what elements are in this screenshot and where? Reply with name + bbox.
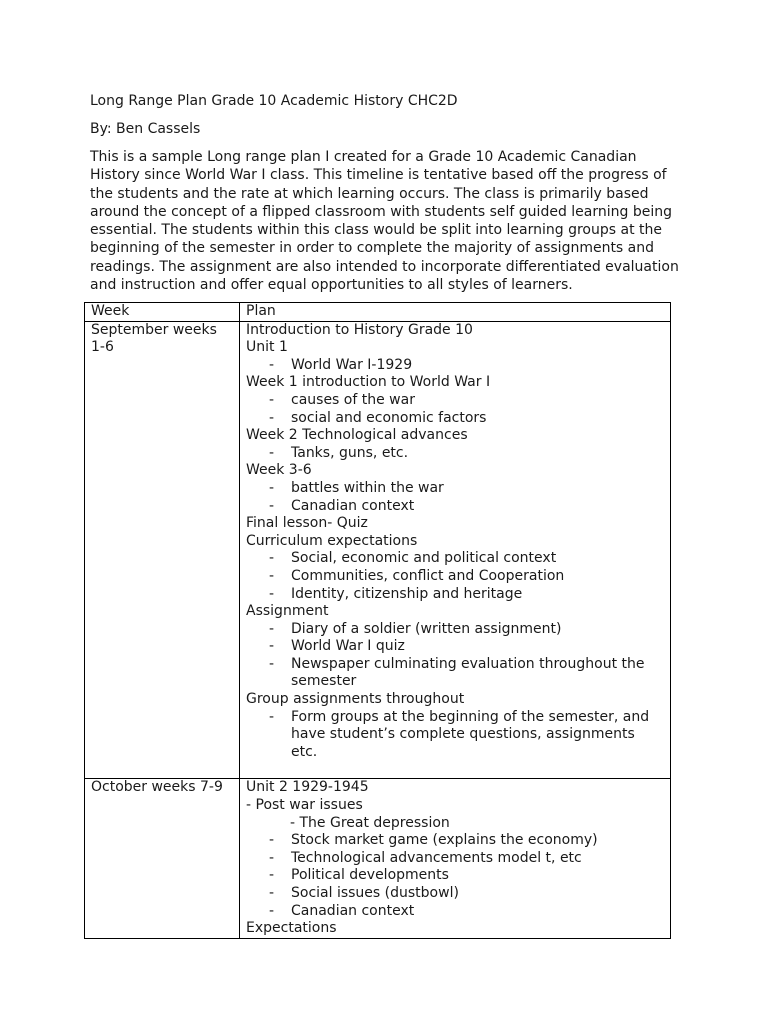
list-item: - Social, economic and political context	[246, 550, 664, 568]
header-week: Week	[85, 303, 240, 322]
bullet-dash: -	[269, 497, 275, 514]
bullet-dash: -	[269, 444, 275, 461]
plan-line: Week 3-6	[246, 462, 312, 479]
bullet-dash: -	[269, 655, 275, 672]
table-row	[85, 779, 671, 938]
list-item: - Tanks, guns, etc.	[246, 445, 664, 463]
list-item: - Political developments	[246, 867, 664, 885]
plan-line: Week 2 Technological advances	[246, 427, 468, 444]
list-item: - Newspaper culminating evaluation throughout the semester	[246, 656, 664, 691]
list-item: - Identity, citizenship and heritage	[246, 586, 664, 604]
list-item: - World War I-1929	[246, 357, 664, 375]
list-item: - battles within the war	[246, 480, 664, 498]
bullet-dash: -	[269, 902, 275, 919]
table-row	[85, 321, 671, 779]
bullet-dash: -	[269, 409, 275, 426]
plan-cell	[240, 321, 671, 779]
bullet-dash: -	[269, 585, 275, 602]
week-cell: September weeks 1-6	[85, 321, 240, 779]
list-item: - social and economic factors	[246, 410, 664, 428]
plan-line: Group assignments throughout	[246, 691, 465, 708]
plan-line: Assignment	[246, 603, 329, 620]
bullet-dash: -	[269, 638, 275, 655]
list-item: - World War I quiz	[246, 638, 664, 656]
plan-line: Unit 2 1929-1945	[246, 779, 369, 796]
plan-line: Expectations	[246, 920, 337, 937]
bullet-dash: -	[269, 708, 275, 725]
list-item: - Social issues (dustbowl)	[246, 885, 664, 903]
plan-line: Unit 1	[246, 339, 288, 356]
bullet-dash: -	[269, 550, 275, 567]
plan-line: Curriculum expectations	[246, 532, 418, 549]
plan-table	[84, 302, 671, 939]
bullet-dash: -	[269, 391, 275, 408]
list-item: - Canadian context	[246, 498, 664, 516]
plan-line: Introduction to History Grade 10	[246, 321, 473, 338]
bullet-dash: -	[269, 620, 275, 637]
plan-line: - The Great depression	[290, 814, 450, 831]
list-item: - Canadian context	[246, 903, 664, 921]
bullet-dash: -	[269, 832, 275, 849]
document-title: Long Range Plan Grade 10 Academic History CHC2D	[90, 93, 458, 109]
header-plan: Plan	[240, 303, 671, 322]
list-item: - Diary of a soldier (written assignment)	[246, 621, 664, 639]
author-line: By: Ben Cassels	[90, 121, 201, 137]
list-item: - Stock market game (explains the economy)	[246, 832, 664, 850]
bullet-dash: -	[269, 885, 275, 901]
bullet-dash: -	[269, 479, 275, 496]
list-item: - causes of the war	[246, 392, 664, 410]
plan-line: - Post war issues	[246, 797, 363, 814]
plan-cell	[240, 779, 671, 938]
bullet-dash: -	[269, 356, 275, 373]
list-item: - Technological advancements model t, etc	[246, 850, 664, 868]
list-item: - Form groups at the beginning of the semester, and have student’s complete questions, assignments etc.	[246, 709, 664, 762]
bullet-dash: -	[269, 867, 275, 884]
week-cell: October weeks 7-9	[85, 779, 240, 938]
plan-line: Week 1 introduction to World War I	[246, 374, 491, 391]
table-header-row	[85, 303, 671, 322]
cell-spacer	[246, 761, 664, 778]
bullet-dash: -	[269, 567, 275, 584]
bullet-dash: -	[269, 849, 275, 866]
intro-paragraph: This is a sample Long range plan I created for a Grade 10 Academic Canadian History since World War I class. This timeline is tentative based off the progress of the students and the rate at which learning occurs. The class is primarily based around the concept of a flipped classroom with students self guided learning being essential. The students within this class would be split into learning groups at the beginning of the semester in order to complete the majority of assignments and readings. The assignment are also intended to incorporate differentiated evaluation and instruction and offer equal opportunities to all styles of learners.	[90, 149, 679, 294]
plan-line: Final lesson- Quiz	[246, 515, 368, 532]
list-item: - Communities, conflict and Cooperation	[246, 568, 664, 586]
